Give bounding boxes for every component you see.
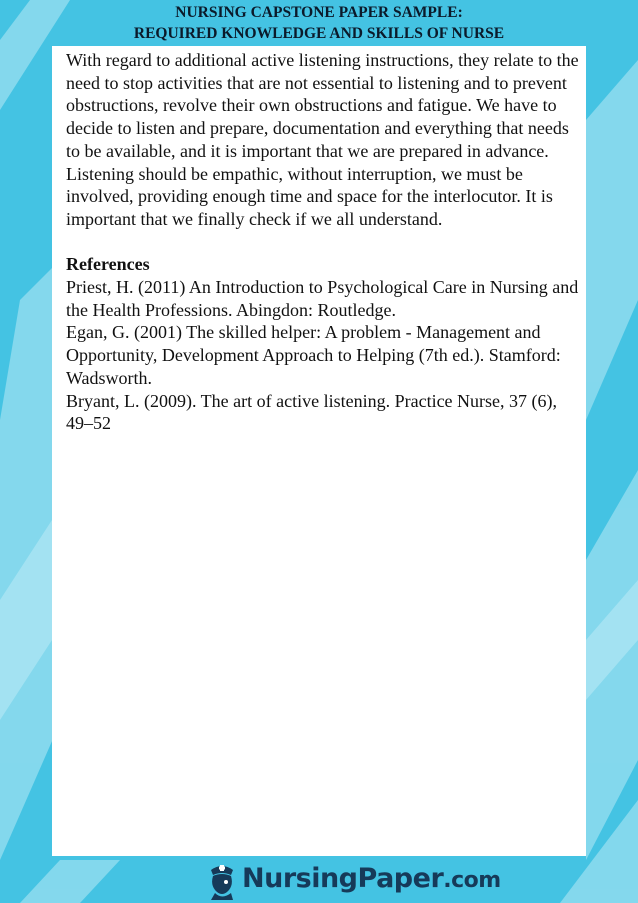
body-paragraph: With regard to additional active listening instructions, they relate to the need to stop activities that are not essential to listening and to prevent obstructions, revolve their own obstructions and fatigue. We have to decide to listen and prepare, documentation and everything that needs to be available, and it is important that we are prepared in advance. Listening should be empathic, without interruption, we must be involved, providing enough time and space for the interlocutor. It is important that we finally check if we all understand. xyxy=(66,50,579,229)
footer-logo[interactable] xyxy=(0,856,638,903)
nurse-head-icon xyxy=(205,860,239,900)
site-logo-text xyxy=(242,862,501,898)
title-line-2: REQUIRED KNOWLEDGE AND SKILLS OF NURSE xyxy=(133,25,505,42)
logo-domain: .com xyxy=(443,868,501,893)
logo-word-nursing: Nursing xyxy=(242,863,358,894)
reference-item: Priest, H. (2011) An Introduction to Psychological Care in Nursing and the Health Professions. Abingdon: Routledge. xyxy=(66,277,579,320)
document-page xyxy=(52,46,586,856)
title-line-1: NURSING CAPSTONE PAPER SAMPLE: xyxy=(175,4,463,21)
page-title xyxy=(0,2,638,44)
document-content xyxy=(66,49,581,435)
reference-item: Egan, G. (2001) The skilled helper: A problem - Management and Opportunity, Development Approach to Helping (7th ed.). Stamford: Wadsworth. xyxy=(66,322,561,388)
logo-word-paper: Paper xyxy=(357,863,444,894)
reference-item: Bryant, L. (2009). The art of active listening. Practice Nurse, 37 (6), 49–52 xyxy=(66,390,558,434)
paragraph-spacer xyxy=(66,231,581,254)
references-heading: References xyxy=(66,254,150,275)
